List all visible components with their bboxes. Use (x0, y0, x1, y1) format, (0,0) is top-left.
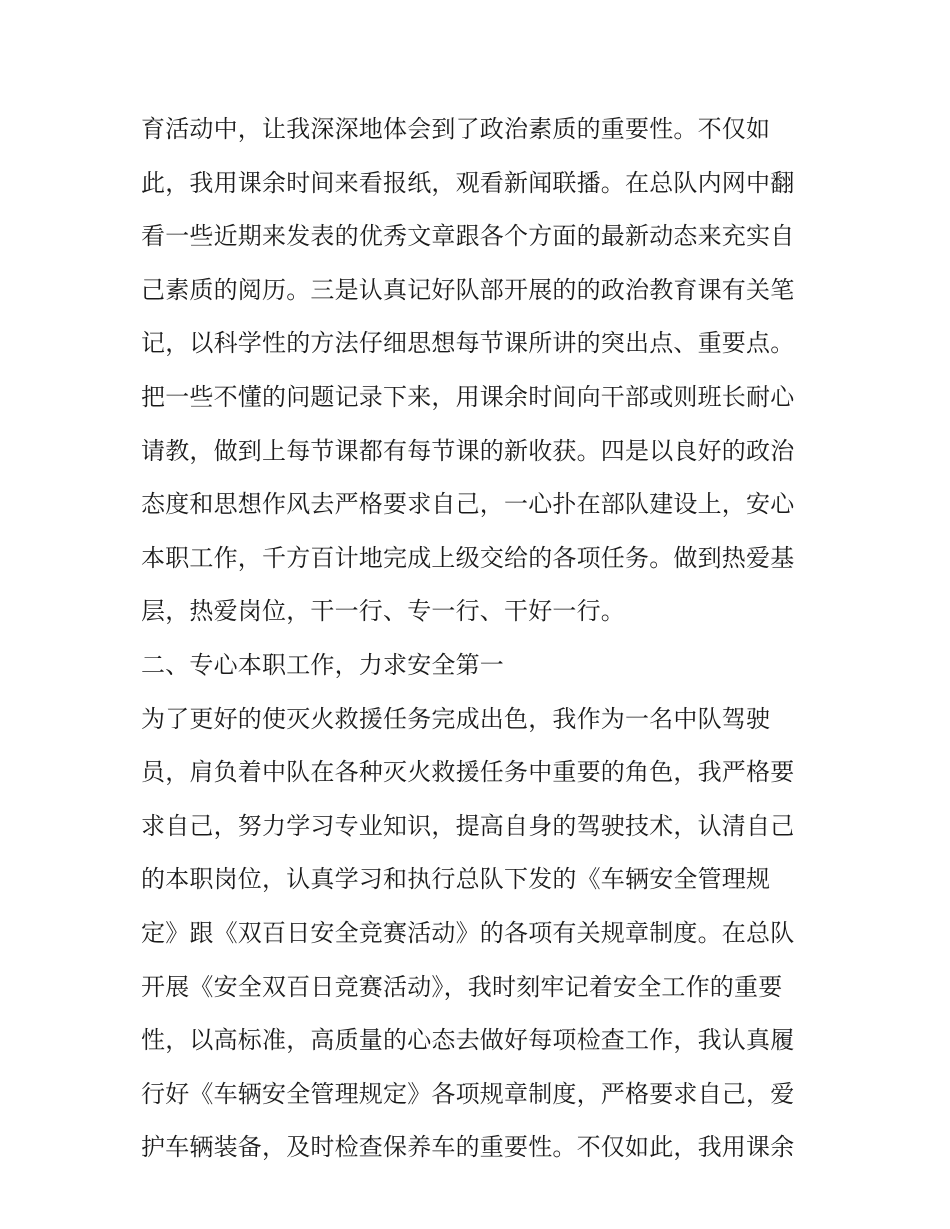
text-line: 己素质的阅历。三是认真记好队部开展的的政治教育课有关笔 (141, 275, 795, 304)
text-line: 求自己，努力学习专业知识，提高自身的驾驶技术，认清自己 (141, 811, 795, 840)
text-line: 为了更好的使灭火救援任务完成出色，我作为一名中队驾驶 (141, 704, 771, 733)
text-line: 员，肩负着中队在各种灭火救援任务中重要的角色，我严格要 (141, 758, 795, 787)
text-line: 开展《安全双百日竞赛活动》，我时刻牢记着安全工作的重要 (141, 972, 783, 1001)
text-line: 态度和思想作风去严格要求自己，一心扑在部队建设上，安心 (141, 490, 795, 519)
text-line: 层，热爱岗位，干一行、专一行、干好一行。 (141, 597, 625, 626)
text-line: 看一些近期来发表的优秀文章跟各个方面的最新动态来充实自 (141, 222, 795, 251)
body-text (141, 110, 821, 1182)
text-line: 定》跟《双百日安全竞赛活动》的各项有关规章制度。在总队 (141, 918, 795, 947)
text-line: 护车辆装备，及时检查保养车的重要性。不仅如此，我用课余 (141, 1133, 795, 1162)
text-line: 的本职岗位，认真学习和执行总队下发的《车辆安全管理规 (141, 865, 771, 894)
text-line: 请教，做到上每节课都有每节课的新收获。四是以良好的政治 (141, 436, 795, 465)
text-line: 记，以科学性的方法仔细思想每节课所讲的突出点、重要点。 (141, 329, 795, 358)
text-line: 把一些不懂的问题记录下来，用课余时间向干部或则班长耐心 (141, 382, 795, 411)
text-line: 本职工作，千方百计地完成上级交给的各项任务。做到热爱基 (141, 543, 795, 572)
text-line: 育活动中，让我深深地体会到了政治素质的重要性。不仅如 (141, 115, 771, 143)
text-line: 行好《车辆安全管理规定》各项规章制度，严格要求自己，爱 (141, 1079, 795, 1108)
text-line: 性，以高标准，高质量的心态去做好每项检查工作，我认真履 (141, 1026, 795, 1055)
section-heading: 二、专心本职工作，力求安全第一 (141, 650, 504, 679)
text-line: 此，我用课余时间来看报纸，观看新闻联播。在总队内网中翻 (141, 168, 795, 197)
